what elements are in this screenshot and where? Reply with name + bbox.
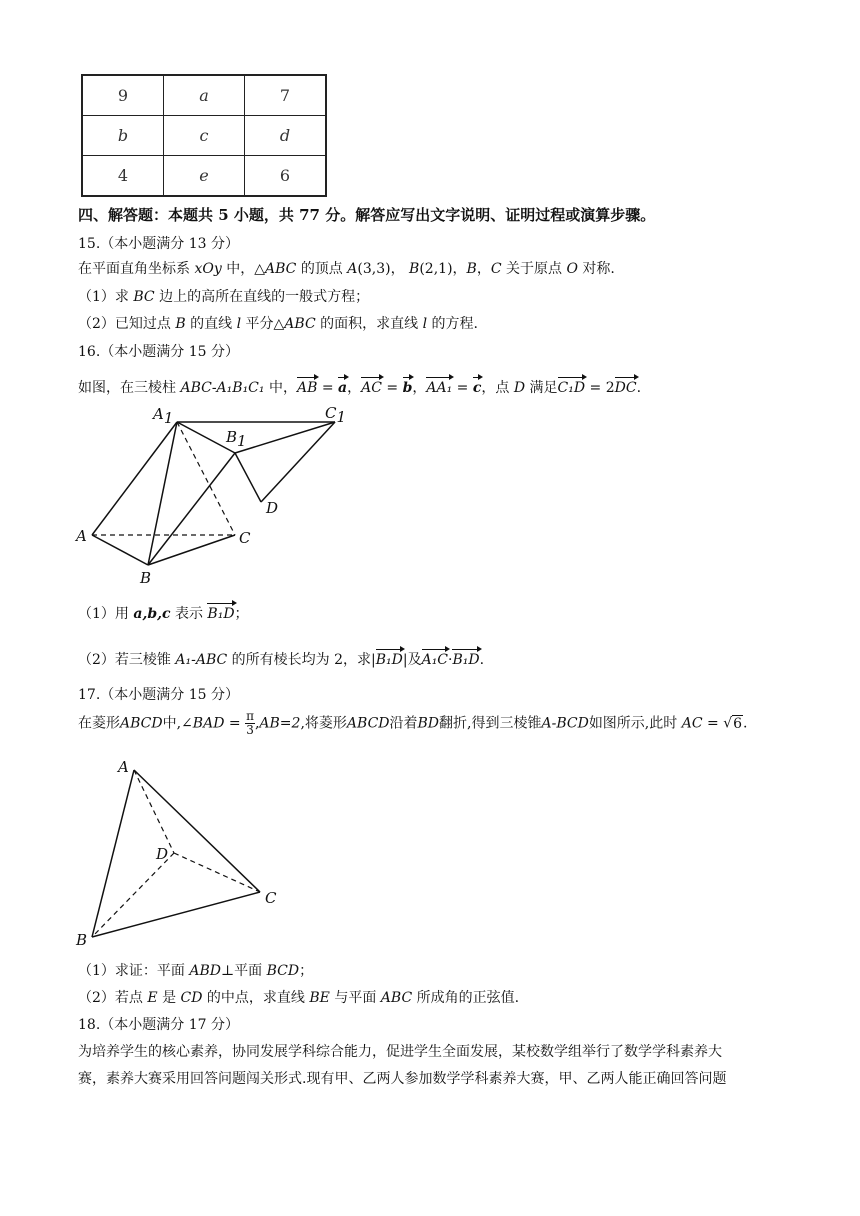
number-grid-table: [81, 74, 327, 197]
label-D: D: [266, 499, 279, 517]
q18-header: 18.（本小题满分 17 分）: [78, 1017, 239, 1033]
q15-part2: （2）已知过点 B 的直线 l 平分△ABC 的面积，求直线 l 的方程.: [78, 316, 478, 332]
table-cell: 4: [82, 156, 164, 197]
table-cell: c: [164, 116, 245, 156]
section-heading: 四、解答题：本题共 5 小题，共 77 分。解答应写出文字说明、证明过程或演算步骤。: [78, 206, 656, 224]
q17-stem: 在菱形ABCD中,∠BAD = $\frac{\pi}{3}$ ,AB=2,将菱形ABCD沿着BD翻折,得到三棱锥A-BCD如图所示,此时 AC = √6.: [78, 709, 748, 737]
label-A: A: [76, 527, 87, 545]
table-cell: 9: [82, 75, 164, 116]
q17-part2: （2）若点 E 是 CD 的中点，求直线 BE 与平面 ABC 所成角的正弦值.: [78, 990, 520, 1006]
table-cell: 6: [245, 156, 327, 197]
table-row: [82, 75, 326, 116]
label-B: B: [140, 569, 152, 587]
q17-header: 17.（本小题满分 15 分）: [78, 687, 239, 703]
q17-tetrahedron-figure: [70, 755, 300, 955]
q16-header: 16.（本小题满分 15 分）: [78, 344, 239, 360]
q17-part1: （1）求证：平面 ABD⊥平面 BCD；: [78, 963, 314, 979]
table-cell: 7: [245, 75, 327, 116]
q16-part1: （1）用 a,b,c 表示 B₁D；: [78, 606, 249, 622]
table-cell: e: [164, 156, 245, 197]
label-B1: B1: [226, 428, 247, 450]
table-cell: b: [82, 116, 164, 156]
q16-prism-figure: [70, 405, 370, 595]
q18-line2: 赛，素养大赛采用回答问题闯关形式.现有甲、乙两人参加数学学科素养大赛，甲、乙两人能正确回答问题: [78, 1071, 727, 1087]
table-row: [82, 116, 326, 156]
label-B: B: [76, 931, 88, 949]
q16-part2: （2）若三棱锥 A₁-ABC 的所有棱长均为 2，求|B₁D|及A₁C·B₁D.: [78, 652, 485, 668]
label-C: C: [239, 529, 251, 547]
label-C1: C1: [325, 404, 347, 426]
label-C: C: [265, 889, 277, 907]
q15-stem: 在平面直角坐标系 xOy 中，△ABC 的顶点 A(3,3)， B(2,1)，B，C 关于原点 O 对称.: [78, 261, 615, 277]
q15-header: 15.（本小题满分 13 分）: [78, 236, 239, 252]
table-row: [82, 156, 326, 197]
label-D: D: [156, 845, 169, 863]
table-cell: a: [164, 75, 245, 116]
label-A: A: [118, 758, 129, 776]
table-cell: d: [245, 116, 327, 156]
label-A1: A1: [153, 405, 174, 427]
q18-line1: 为培养学生的核心素养，协同发展学科综合能力，促进学生全面发展，某校数学组举行了数学学科素养大: [78, 1044, 722, 1060]
q15-part1: （1）求 BC 边上的高所在直线的一般式方程；: [78, 289, 370, 305]
q16-stem: 如图，在三棱柱 ABC-A₁B₁C₁ 中，AB = a，AC = b，AA₁ = c，点 D 满足C₁D = 2DC.: [78, 380, 642, 396]
